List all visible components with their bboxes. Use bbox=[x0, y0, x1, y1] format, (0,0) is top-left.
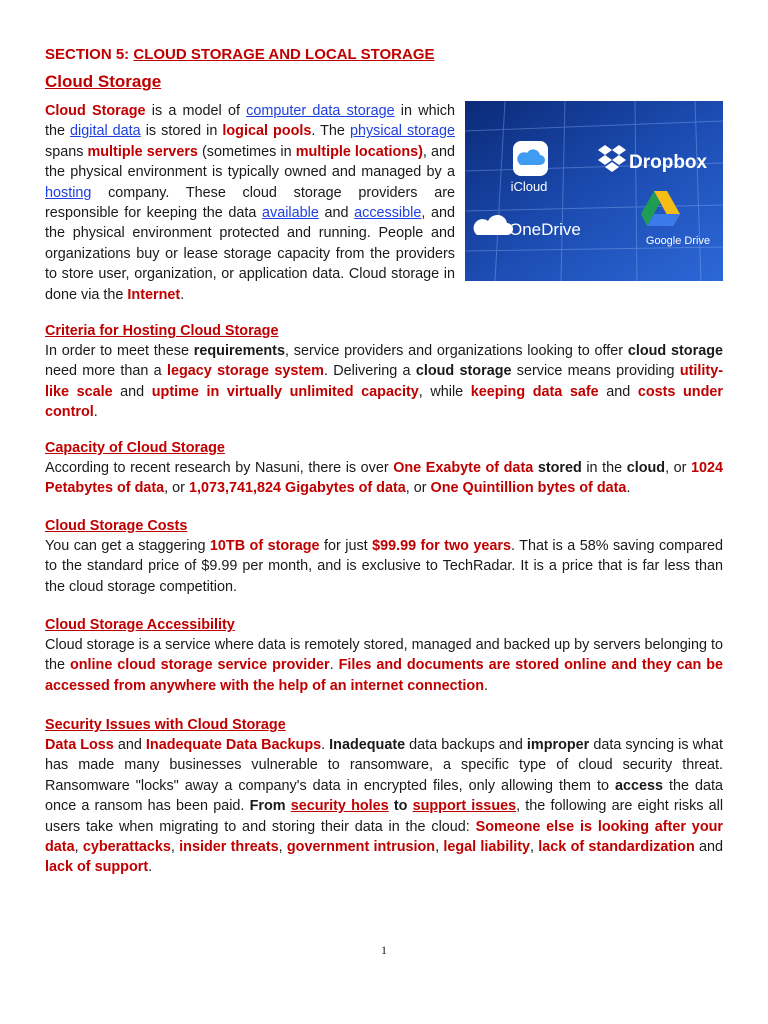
link-computer-data-storage[interactable]: computer data storage bbox=[246, 103, 395, 119]
term-logical-pools: logical pools bbox=[222, 123, 312, 140]
icloud-label: iCloud bbox=[510, 179, 548, 194]
costs-section bbox=[45, 516, 723, 597]
capacity-section bbox=[45, 438, 723, 499]
section-title bbox=[45, 46, 435, 63]
section-prefix: SECTION 5: bbox=[45, 46, 130, 63]
link-digital-data[interactable]: digital data bbox=[70, 123, 141, 140]
criteria-section bbox=[45, 321, 723, 423]
term-cloud-storage: Cloud Storage bbox=[45, 103, 146, 119]
cloud-services-image bbox=[465, 101, 723, 281]
onedrive-label: OneDrive bbox=[509, 220, 581, 239]
security-paragraph: Data Loss and Inadequate Data Backups. Inadequate data backups and improper data syncing is what has made many businesses vulnerable to ransomware, a specific type of cloud security threat. Ransomware "locks" away a company's data in encrypted files, only allowing them to access the data once a ransom has been paid. From security holes to support issues, the following are eight risks all users take when migrating to and storing their data in the cloud: Someone else is looking after your data, cyberattacks, insider threats, government intrusion, legal liability, lack of standardization and lack of support. bbox=[45, 737, 724, 876]
term-multiple-servers: multiple servers bbox=[87, 143, 198, 160]
term-multiple-locations: multiple locations) bbox=[295, 143, 423, 160]
criteria-paragraph: In order to meet these requirements, service providers and organizations looking to offer cloud storage need more than a legacy storage system. Delivering a cloud storage service means providing utility-like scale and uptime in virtually unlimited capacity, while keeping data safe and costs under control. bbox=[45, 343, 724, 421]
link-accessible[interactable]: accessible bbox=[354, 205, 422, 222]
page-heading: Cloud Storage bbox=[45, 72, 162, 91]
link-physical-storage[interactable]: physical storage bbox=[349, 123, 455, 140]
intro-section bbox=[45, 101, 723, 305]
costs-heading: Cloud Storage Costs bbox=[45, 518, 188, 534]
accessibility-paragraph: Cloud storage is a service where data is remotely stored, managed and backed up by servers belonging to the online cloud storage service provider. Files and documents are stored online and they can be accessed from anywhere with the help of an internet connection. bbox=[45, 637, 723, 694]
section-name: CLOUD STORAGE AND LOCAL STORAGE bbox=[133, 46, 435, 63]
accessibility-section bbox=[45, 615, 723, 696]
link-hosting[interactable]: hosting bbox=[45, 184, 92, 201]
security-section bbox=[45, 715, 723, 878]
capacity-heading: Capacity of Cloud Storage bbox=[45, 440, 225, 456]
term-internet: Internet bbox=[127, 286, 181, 303]
google-drive-label: Google Drive bbox=[645, 235, 711, 247]
dropbox-label: Dropbox bbox=[629, 152, 708, 173]
security-heading: Security Issues with Cloud Storage bbox=[45, 717, 286, 733]
accessibility-heading: Cloud Storage Accessibility bbox=[45, 617, 235, 633]
page-number: 1 bbox=[381, 943, 387, 957]
intro-paragraph: Cloud Storage is a model of computer data storage in which the digital data is stored in logical pools. The physical storage spans multiple servers (sometimes in multiple locations), and the physical environment is typically owned and managed by a hosting company. These cloud storage providers are responsible for keeping the data available and accessible, and the physical environment protected and running. People and organizations buy or lease storage capacity from the providers to store user, organization, or application data. Cloud storage in done via the Internet. bbox=[45, 103, 455, 303]
icloud-icon bbox=[513, 141, 548, 176]
costs-paragraph: You can get a staggering 10TB of storage for just $99.99 for two years. That is a 58% saving compared to the standard price of $9.99 per month, and is exclusive to TechRadar. It is a price that is far less than the cloud storage competition. bbox=[45, 538, 723, 595]
capacity-paragraph: According to recent research by Nasuni, there is over One Exabyte of data stored in the cloud, or 1024 Petabytes of data, or 1,073,741,824 Gigabytes of data, or One Quintillion bytes of data. bbox=[45, 460, 723, 497]
criteria-heading: Criteria for Hosting Cloud Storage bbox=[45, 323, 279, 339]
cloud-services-graphic bbox=[465, 101, 723, 281]
link-available[interactable]: available bbox=[262, 205, 319, 222]
